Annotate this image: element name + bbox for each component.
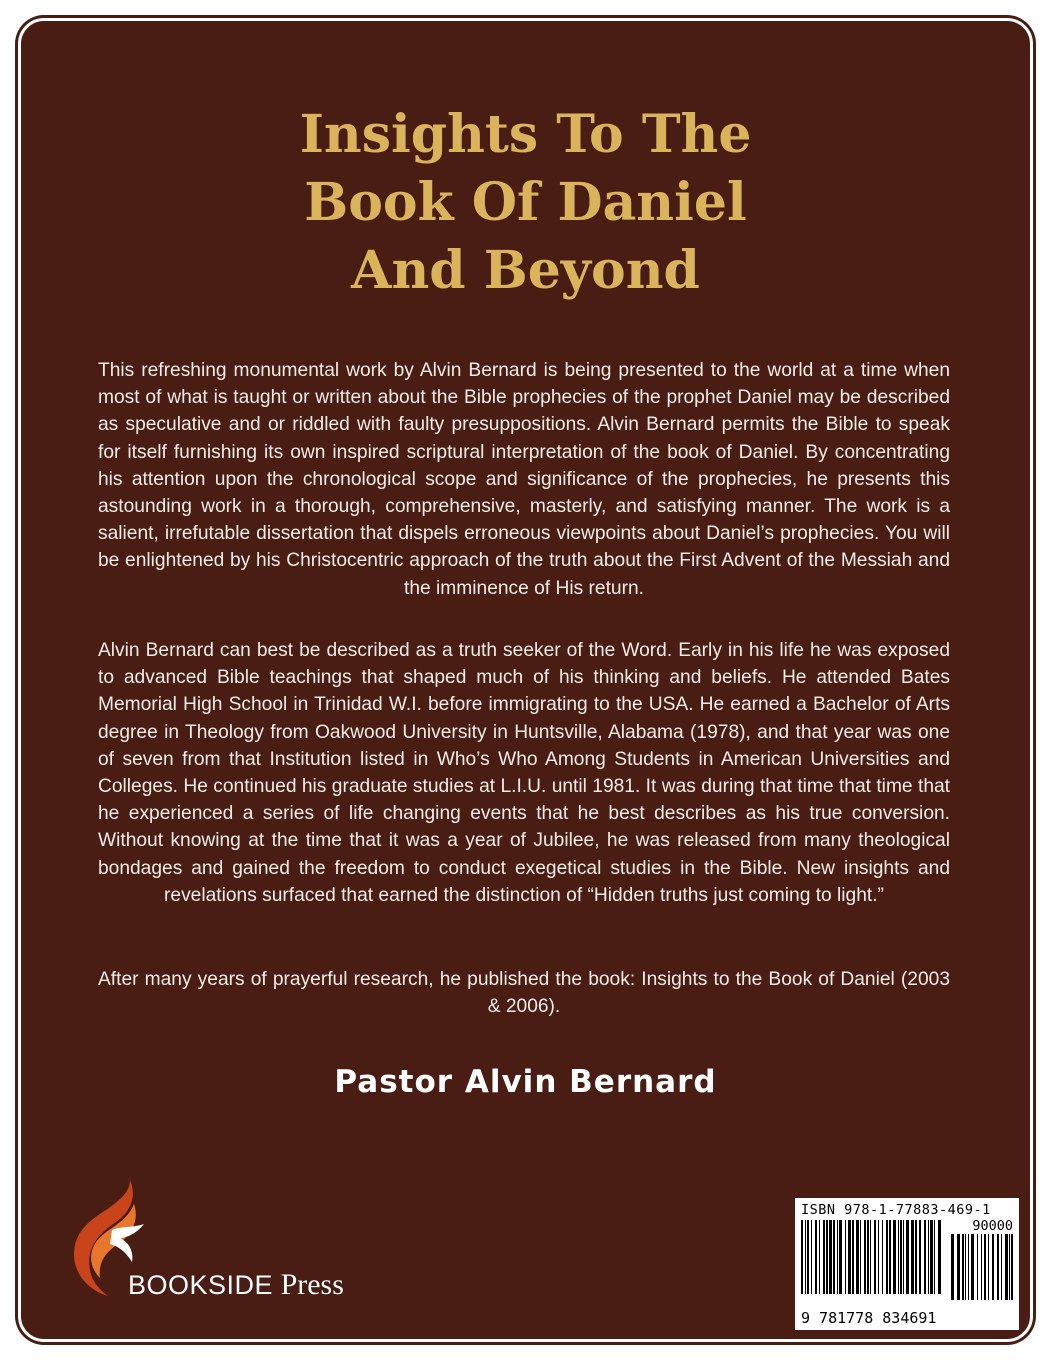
barcode-bar: [924, 1220, 926, 1294]
barcode-bar: [801, 1220, 803, 1294]
barcode-bar: [826, 1220, 828, 1294]
isbn-label: ISBN 978-1-77883-469-1: [801, 1202, 991, 1218]
barcode-bar: [906, 1220, 909, 1294]
barcode-bar: [878, 1220, 879, 1294]
barcode-bar: [886, 1220, 888, 1294]
barcode-bar: [829, 1220, 832, 1294]
barcode-addon: 90000: [972, 1218, 1013, 1234]
barcode-number: 9 781778 834691: [801, 1309, 937, 1327]
barcode-bar: [1001, 1234, 1002, 1300]
barcode-bar: [965, 1234, 966, 1300]
publisher-logo-text: [128, 1268, 344, 1302]
barcode-bar: [811, 1220, 812, 1294]
barcode-bar: [968, 1234, 969, 1300]
barcode-bar: [915, 1220, 917, 1294]
title-line: Insights To The: [299, 104, 752, 165]
barcode-bar: [903, 1220, 904, 1294]
barcode-bar: [874, 1220, 876, 1294]
barcode-bar: [898, 1220, 899, 1294]
barcode-bar: [833, 1220, 835, 1294]
barcode-bar: [911, 1220, 914, 1294]
barcode-bar: [870, 1220, 871, 1294]
barcode-bar: [815, 1220, 817, 1294]
author-name: Pastor Alvin Bernard: [334, 1064, 717, 1100]
barcode-bar: [860, 1220, 861, 1294]
barcode-bar: [845, 1220, 846, 1294]
publication-paragraph: After many years of prayerful research, he published the book: Insights to the Book of Daniel (2003 & 2006).: [98, 969, 950, 1018]
barcode-bar: [823, 1220, 825, 1294]
barcode-bar: [988, 1234, 989, 1300]
barcode-bar: [900, 1220, 902, 1294]
barcode-bar: [1009, 1234, 1010, 1300]
isbn-barcode: [795, 1198, 1019, 1330]
barcode-bar: [997, 1234, 999, 1300]
barcode-bar: [848, 1220, 851, 1294]
barcode-bar: [867, 1220, 869, 1294]
barcode-bar: [957, 1234, 960, 1300]
barcode-bar: [962, 1234, 964, 1300]
author-bio-paragraph: Alvin Bernard can best be described as a truth seeker of the Word. Early in his life he was exposed to advanced Bible teachings that shaped much of his thinking and beliefs. He attended Bates Memorial High School in Trinidad W.I. before immigrating to the USA. He earned a Bachelor of Arts degree in Theology from Oakwood University in Huntsville, Alabama (1978), and that year was one of seven from that Institution listed in Who’s Who Among Students in American Universities and Colleges. He continued his graduate studies at L.I.U. until 1981. It was during that time that time that he experienced a series of life changing events that he best describes as his true conversion. Without knowing at the time that it was a year of Jubilee, he was released from many theological bondages and gained the freedom to conduct exegetical studies in the Bible. New insights and revelations surfaced that earned the distinction of “Hidden truths just coming to light.”: [98, 640, 950, 906]
barcode-bar: [928, 1220, 929, 1294]
barcode-bar: [1005, 1234, 1008, 1300]
barcode-bar: [1011, 1234, 1013, 1300]
barcode-bar: [971, 1234, 974, 1300]
publisher-brand: BOOKSIDE: [128, 1270, 274, 1300]
barcode-bar: [852, 1220, 854, 1294]
book-back-cover: [6, 6, 1045, 1354]
barcode-bar: [951, 1234, 954, 1300]
barcode-bar: [839, 1220, 842, 1294]
barcode-bar: [893, 1220, 896, 1294]
barcode-bar: [930, 1220, 933, 1294]
barcode-bar: [938, 1220, 941, 1294]
barcode-bar: [856, 1220, 859, 1294]
book-title: [6, 101, 1045, 305]
barcode-bar: [977, 1234, 978, 1300]
barcode-bar: [992, 1234, 994, 1300]
barcode-bar: [837, 1220, 838, 1294]
barcode-bar: [889, 1220, 891, 1294]
barcode-bar: [807, 1220, 809, 1294]
barcode-bar: [819, 1220, 820, 1294]
barcode-bar: [981, 1234, 982, 1300]
barcode-bar: [805, 1220, 806, 1294]
barcode-bar: [934, 1220, 935, 1294]
title-line: And Beyond: [351, 240, 700, 301]
barcode-bar: [919, 1220, 921, 1294]
barcode-bar: [984, 1234, 986, 1300]
title-line: Book Of Daniel: [304, 172, 747, 233]
barcode-bar: [864, 1220, 866, 1294]
barcode-bar: [882, 1220, 883, 1294]
publisher-suffix: Press: [280, 1268, 344, 1301]
description-paragraph: This refreshing monumental work by Alvin Bernard is being presented to the world at a time when most of what is taught or written about the Bible prophecies of the prophet Daniel may be described as speculative and or riddled with faulty presuppositions. Alvin Bernard permits the Bible to speak for itself furnishing its own inspired scriptural interpretation of the book of Daniel. By concentrating his attention upon the chronological scope and significance of the prophecies, he presents this astounding work in a thorough, comprehensive, masterly, and satisfying manner. The work is a salient, irrefutable dissertation that dispels erroneous viewpoints about Daniel’s prophecies. You will be enlightened by his Christocentric approach of the truth about the First Advent of the Messiah and the imminence of His return.: [98, 360, 950, 599]
